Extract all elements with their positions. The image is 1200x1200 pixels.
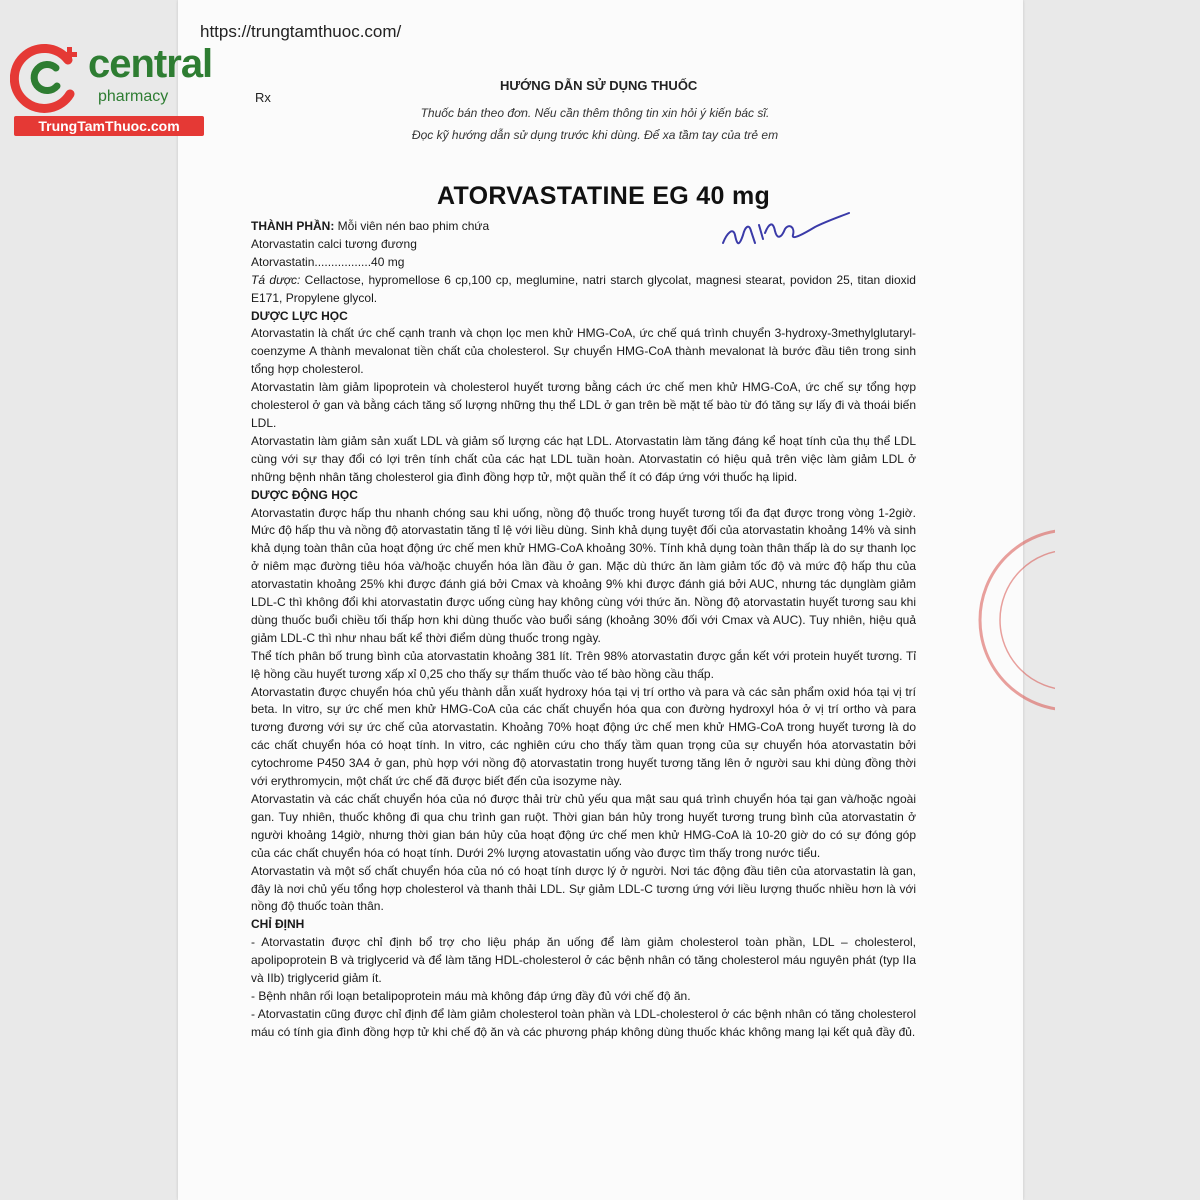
excipients-line (251, 272, 916, 308)
read-instructions-note: Đọc kỹ hướng dẫn sử dụng trước khi dùng. Để xa tầm tay của trẻ em (411, 128, 779, 142)
source-url[interactable]: https://trungtamthuoc.com/ (200, 22, 402, 41)
prescription-note: Thuốc bán theo đơn. Nếu cần thêm thông tin xin hỏi ý kiến bác sĩ. (420, 106, 770, 120)
rx-label: Rx (255, 90, 271, 105)
document-body (251, 218, 916, 1042)
pharmacodynamics-paragraph: Atorvastatin làm giảm sản xuất LDL và giảm số lượng các hạt LDL. Atorvastatin làm tăng đáng kể hoạt tính của thụ thể LDL cùng với sự thay đổi có lợi trên tính chất của các hạt LDL tuần hoàn. Atorvastatin có hiệu quả trên việc làm giảm LDL ở những bệnh nhân tăng cholesterol gia đình đồng hợp tử, một quần thể ít có đáp ứng với thuốc hạ lipid. (251, 433, 916, 484)
composition-text: Mỗi viên nén bao phim chứa (334, 219, 490, 233)
indications-heading: CHỈ ĐỊNH (251, 917, 305, 932)
pharmacokinetics-paragraph: Atorvastatin được chuyển hóa chủ yếu thành dẫn xuất hydroxy hóa tại vị trí ortho và para và các sản phẩm oxid hóa tại vị trí beta. In vitro, sự ức chế men khử HMG-CoA của các chất chuyển hóa qua con đường hydroxyl hóa ở vị trí ortho và para tương đương với sự ức chế của atorvastatin. Khoảng 70% hoạt động ức chế men khử HMG-CoA trong huyết tương là do các chất chuyển hóa có hoạt tính. In vitro, các nghiên cứu cho thấy tầm quan trọng của sự chuyển hóa atorvastatin bởi cytochrome P450 3A4 ở gan, phù hợp với nồng độ atorvastatin trong huyết tương tăng lên ở người sau khi dùng đồng thời với erythromycin, một chất ức chế đã được biết đến của isozyme này. (251, 684, 916, 789)
excipients-label: Tá dược: (251, 272, 301, 287)
composition-label: THÀNH PHẦN: (251, 219, 335, 233)
pharmacodynamics-heading: DƯỢC LỰC HỌC (251, 308, 348, 323)
logo-subtitle: pharmacy (98, 88, 169, 105)
drug-title: ATORVASTATINE EG 40 mg (437, 182, 771, 210)
indications-item: - Atorvastatin được chỉ định bổ trợ cho liệu pháp ăn uống để làm giảm cholesterol toàn phần, LDL – cholesterol, apolipoprotein B và triglycerid và để làm tăng HDL-cholesterol ở các bệnh nhân có tăng cholesterol máu nguyên phát (typ IIa và IIb) triglycerid giảm ít. (251, 935, 916, 986)
excipients-text: Cellactose, hypromellose 6 cp,100 cp, meglumine, natri starch glycolat, magnesi stearat, povidon 25, titan dioxid E171, Propylene glycol. (251, 272, 916, 305)
central-pharmacy-logo[interactable] (10, 38, 215, 138)
document-header: HƯỚNG DẪN SỬ DỤNG THUỐC (500, 78, 698, 93)
pharmacokinetics-paragraph: Atorvastatin và các chất chuyển hóa của nó được thải trừ chủ yếu qua mật sau quá trình chuyển hóa tại gan và/hoặc ngoài gan. Tuy nhiên, thuốc không đi qua chu trình gan ruột. Thời gian bán hủy trong huyết tương trung bình của atorvastatin ở người khoảng 14giờ, nhưng thời gian bán hủy của hoạt động ức chế men khử HMG-CoA là 10-20 giờ do có sự đóng góp của các chất chuyển hóa có hoạt tính. Dưới 2% lượng atovastatin uống vào được tìm thấy trong nước tiểu. (251, 792, 916, 860)
composition-line (251, 218, 916, 236)
logo-banner: TrungTamThuoc.com (14, 116, 204, 136)
pharmacokinetics-paragraph: Atorvastatin và một số chất chuyển hóa của nó có hoạt tính dược lý ở người. Nơi tác động đầu tiên của atorvastatin là gan, đây là nơi chủ yếu tổng hợp cholesterol và thanh thải LDL. Sự giảm LDL-C tương ứng với liều lượng thuốc nhiều hơn là với nồng độ thuốc toàn thân. (251, 863, 916, 914)
red-stamp-icon (975, 500, 1055, 740)
logo-wordmark: central (88, 42, 213, 86)
indications-item: - Bệnh nhân rối loạn betalipoprotein máu mà không đáp ứng đầy đủ với chế độ ăn. (251, 988, 691, 1003)
pharmacokinetics-paragraph: Atorvastatin được hấp thu nhanh chóng sau khi uống, nồng độ thuốc trong huyết tương tối đa đạt được trong vòng 1-2giờ. Mức độ hấp thu và nồng độ atorvastatin tăng tỉ lệ với liều dùng. Sinh khả dụng tuyệt đối của atorvastatin khoảng 14% và sinh khả dụng toàn thân của hoạt động ức chế men khử HMG-CoA khoảng 30%. Tính khả dụng toàn thân thấp là do sự thanh lọc ở niêm mạc đường tiêu hóa và/hoặc chuyển hóa lần đầu ở gan. Mặc dù thức ăn làm giảm tốc độ và mức độ hấp thu của atorvastatin khoảng 25% khi được đánh giá bởi Cmax và khoảng 9% khi được đánh giá bởi AUC, nhưng tác dụnglàm giảm LDL-C thì không đổi khi atorvastatin được uống cùng hay không cùng với thức ăn. Nồng độ atorvastatin huyết tương sau khi dùng thuốc buổi chiều tối thấp hơn khi dùng thuốc vào buổi sáng (khoảng 30% đối với Cmax và AUC). Tuy nhiên, hiệu quả giảm LDL-C thì như nhau bất kể thời điểm dùng thuốc trong ngày. (251, 505, 916, 645)
indications-item: - Atorvastatin cũng được chỉ định để làm giảm cholesterol toàn phần và LDL-cholesterol ở các bệnh nhân có tăng cholesterol máu có tính gia đình đồng hợp tử khi chế độ ăn và các phương pháp không dùng thuốc khác không mang lại kết quả đầy đủ. (251, 1006, 916, 1039)
pharmacodynamics-paragraph: Atorvastatin là chất ức chế cạnh tranh và chọn lọc men khử HMG-CoA, ức chế quá trình chuyển 3-hydroxy-3methylglutaryl-coenzyme A thành mevalonat tiền chất của cholesterol. Sự chuyển HMG-CoA thành mevalonat là bước đầu tiên trong sinh tổng hợp cholesterol. (251, 326, 916, 377)
pharmacokinetics-heading: DƯỢC ĐỘNG HỌC (251, 487, 358, 502)
pharmacodynamics-paragraph: Atorvastatin làm giảm lipoprotein và cholesterol huyết tương bằng cách ức chế men khử HMG-CoA, ức chế sự tổng hợp cholesterol ở gan và bằng cách tăng số lượng những thụ thể LDL ở gan trên bề mặt tế bào từ đó tăng sự lấy đi và thoái biến LDL. (251, 380, 916, 430)
composition-line-2: Atorvastatin.................40 mg (251, 254, 405, 269)
pharmacokinetics-paragraph: Thể tích phân bố trung bình của atorvastatin khoảng 381 lít. Trên 98% atorvastatin được gắn kết với protein huyết tương. Tỉ lệ hồng cầu huyết tương xấp xỉ 0,25 cho thấy sự thấm thuốc vào tế bào hồng cầu thấp. (251, 648, 916, 681)
logo-mark-icon (10, 38, 90, 116)
composition-line-1: Atorvastatin calci tương đương (251, 236, 417, 251)
